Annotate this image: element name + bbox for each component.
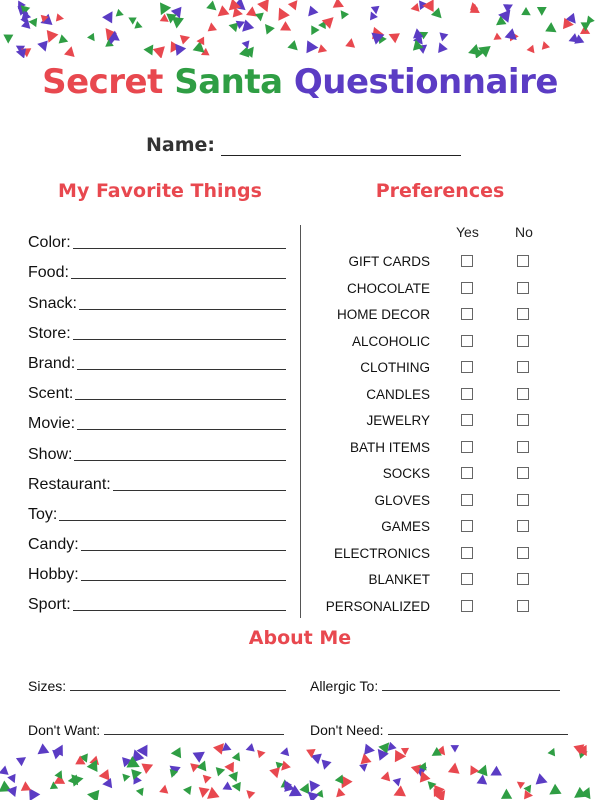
- preference-row: [315, 515, 545, 542]
- confetti-triangle: [381, 770, 393, 782]
- confetti-triangle: [581, 22, 591, 31]
- confetti-triangle: [98, 769, 110, 782]
- about-heading: About Me: [248, 627, 352, 649]
- confetti-triangle: [3, 35, 13, 44]
- confetti-triangle: [364, 744, 376, 757]
- confetti-triangle: [279, 747, 289, 758]
- confetti-triangle: [288, 0, 302, 10]
- confetti-triangle: [345, 37, 356, 47]
- preference-row: [315, 436, 545, 463]
- preference-label: GLOVES: [374, 492, 430, 508]
- confetti-triangle: [537, 7, 547, 16]
- favorite-label: Candy:: [28, 536, 79, 554]
- page-title: [0, 62, 600, 102]
- confetti-triangle: [488, 766, 502, 781]
- preference-label: BATH ITEMS: [349, 439, 430, 455]
- confetti-triangle: [102, 778, 113, 789]
- confetti-triangle: [257, 0, 273, 15]
- preference-row: [315, 489, 545, 516]
- confetti-triangle: [448, 762, 461, 774]
- confetti-triangle: [280, 21, 294, 35]
- no-checkbox[interactable]: [517, 308, 529, 320]
- confetti-triangle: [64, 45, 77, 57]
- preference-row: [315, 250, 545, 277]
- confetti-triangle: [521, 7, 533, 19]
- title-word-secret: Secret: [42, 62, 163, 102]
- preference-row: [315, 330, 545, 357]
- confetti-triangle: [287, 40, 301, 54]
- confetti-triangle: [153, 46, 168, 58]
- confetti-triangle: [540, 40, 550, 50]
- confetti-triangle: [393, 778, 403, 788]
- confetti-triangle: [261, 21, 275, 35]
- confetti-triangle: [536, 773, 550, 788]
- no-checkbox[interactable]: [517, 600, 529, 612]
- confetti-triangle: [126, 14, 136, 25]
- confetti-triangle: [273, 5, 290, 21]
- favorite-blank-line[interactable]: [73, 339, 286, 340]
- favorite-row: [28, 554, 286, 584]
- yes-checkbox[interactable]: [461, 255, 473, 267]
- confetti-triangle: [200, 772, 212, 784]
- preference-label: GIFT CARDS: [348, 254, 430, 269]
- preference-row: [315, 542, 545, 569]
- yes-checkbox[interactable]: [461, 335, 473, 347]
- confetti-triangle: [59, 34, 70, 46]
- confetti-triangle: [257, 748, 266, 758]
- confetti-border-bottom: [0, 742, 600, 800]
- preference-row: [315, 303, 545, 330]
- confetti-triangle: [86, 788, 99, 800]
- sizes-label: Sizes:: [28, 678, 67, 694]
- yes-checkbox[interactable]: [461, 520, 473, 532]
- confetti-triangle: [435, 40, 448, 53]
- no-checkbox[interactable]: [517, 573, 529, 585]
- confetti-triangle: [20, 781, 31, 791]
- confetti-triangle: [205, 786, 219, 799]
- favorites-heading: My Favorite Things: [58, 180, 262, 202]
- favorite-label: Brand:: [28, 354, 76, 372]
- confetti-triangle: [222, 782, 234, 795]
- favorite-blank-line[interactable]: [79, 309, 286, 310]
- no-checkbox[interactable]: [517, 255, 529, 267]
- confetti-triangle: [333, 0, 347, 12]
- sizes-field: [28, 678, 286, 694]
- confetti-triangle: [193, 747, 209, 763]
- yes-checkbox[interactable]: [461, 547, 473, 559]
- confetti-triangle: [319, 759, 331, 771]
- confetti-triangle: [255, 13, 265, 23]
- yes-checkbox[interactable]: [461, 573, 473, 585]
- confetti-border-top: [0, 0, 600, 58]
- confetti-triangle: [494, 33, 504, 43]
- yes-checkbox[interactable]: [461, 467, 473, 479]
- no-checkbox[interactable]: [517, 414, 529, 426]
- preference-row: [315, 383, 545, 410]
- yes-column-header: Yes: [456, 224, 479, 240]
- favorite-blank-line[interactable]: [81, 550, 286, 551]
- name-blank-line[interactable]: [221, 135, 461, 156]
- preferences-list: [315, 250, 545, 621]
- confetti-triangle: [228, 771, 241, 783]
- name-field: [146, 130, 461, 156]
- confetti-triangle: [183, 783, 195, 795]
- favorite-row: [28, 584, 286, 614]
- confetti-triangle: [7, 774, 19, 785]
- confetti-triangle: [334, 787, 345, 798]
- no-checkbox[interactable]: [517, 361, 529, 373]
- preference-row: [315, 462, 545, 489]
- allergic-field: [310, 678, 560, 694]
- favorite-label: Toy:: [28, 505, 58, 523]
- dont-need-blank-line[interactable]: [388, 734, 568, 735]
- preference-label: BLANKET: [368, 572, 430, 587]
- yes-checkbox[interactable]: [461, 308, 473, 320]
- favorite-blank-line[interactable]: [77, 429, 286, 430]
- no-checkbox[interactable]: [517, 388, 529, 400]
- confetti-triangle: [304, 6, 318, 20]
- allergic-label: Allergic To:: [310, 678, 379, 694]
- confetti-triangle: [386, 29, 400, 43]
- favorite-row: [28, 403, 286, 433]
- confetti-triangle: [547, 746, 558, 756]
- favorite-label: Movie:: [28, 415, 76, 433]
- favorite-label: Hobby:: [28, 566, 79, 584]
- no-checkbox[interactable]: [517, 547, 529, 559]
- preference-label: ELECTRONICS: [333, 545, 430, 561]
- dont-want-field: [28, 722, 284, 738]
- confetti-triangle: [515, 778, 526, 789]
- favorite-label: Show:: [28, 445, 73, 463]
- favorite-row: [28, 464, 286, 494]
- confetti-triangle: [477, 763, 491, 777]
- confetti-triangle: [410, 3, 420, 14]
- preferences-heading: Preferences: [375, 180, 505, 202]
- preference-row: [315, 568, 545, 595]
- confetti-triangle: [438, 32, 449, 42]
- confetti-triangle: [54, 768, 65, 779]
- confetti-triangle: [0, 766, 9, 778]
- favorite-row: [28, 494, 286, 524]
- favorite-blank-line[interactable]: [77, 369, 286, 370]
- confetti-triangle: [56, 13, 65, 22]
- preference-label: CLOTHING: [360, 360, 430, 375]
- yes-checkbox[interactable]: [461, 414, 473, 426]
- favorites-list: [28, 222, 286, 614]
- title-word-questionnaire: Questionnaire: [293, 62, 558, 102]
- confetti-triangle: [527, 45, 538, 56]
- no-checkbox[interactable]: [517, 494, 529, 506]
- favorite-row: [28, 252, 286, 282]
- confetti-triangle: [116, 9, 125, 19]
- favorite-blank-line[interactable]: [73, 610, 286, 611]
- confetti-triangle: [71, 772, 84, 786]
- confetti-triangle: [134, 21, 144, 31]
- favorite-row: [28, 433, 286, 463]
- favorite-label: Restaurant:: [28, 475, 111, 493]
- favorite-blank-line[interactable]: [59, 520, 286, 521]
- favorite-label: Color:: [28, 234, 71, 252]
- no-checkbox[interactable]: [517, 467, 529, 479]
- confetti-triangle: [102, 8, 117, 23]
- confetti-triangle: [231, 781, 241, 791]
- favorite-blank-line[interactable]: [73, 248, 286, 249]
- preference-label: HOME DECOR: [336, 307, 430, 322]
- confetti-triangle: [318, 44, 329, 55]
- yes-checkbox[interactable]: [461, 441, 473, 453]
- confetti-triangle: [87, 33, 98, 44]
- confetti-triangle: [359, 764, 369, 773]
- confetti-triangle: [159, 784, 170, 794]
- confetti-triangle: [214, 5, 229, 21]
- favorite-blank-line[interactable]: [75, 399, 286, 400]
- favorite-label: Scent:: [28, 385, 74, 403]
- favorite-label: Snack:: [28, 294, 77, 312]
- confetti-triangle: [206, 1, 220, 15]
- title-word-santa: Santa: [174, 62, 283, 102]
- preference-label: CHOCOLATE: [346, 280, 430, 296]
- confetti-triangle: [180, 32, 192, 44]
- column-divider: [300, 225, 301, 618]
- favorite-row: [28, 343, 286, 373]
- confetti-triangle: [307, 25, 319, 37]
- dont-need-label: Don't Need:: [310, 722, 384, 738]
- favorite-row: [28, 222, 286, 252]
- preference-label: ALCOHOLIC: [351, 333, 430, 349]
- preference-label: JEWELRY: [366, 413, 430, 428]
- confetti-triangle: [422, 0, 433, 12]
- confetti-triangle: [34, 743, 49, 758]
- confetti-triangle: [269, 767, 282, 780]
- dont-want-blank-line[interactable]: [104, 734, 284, 735]
- confetti-triangle: [197, 787, 210, 799]
- preference-label: SOCKS: [382, 466, 430, 481]
- no-checkbox[interactable]: [517, 282, 529, 294]
- favorite-row: [28, 313, 286, 343]
- preference-row: [315, 356, 545, 383]
- no-checkbox[interactable]: [517, 335, 529, 347]
- preference-label: PERSONALIZED: [325, 598, 430, 614]
- no-checkbox[interactable]: [517, 520, 529, 532]
- favorite-blank-line[interactable]: [71, 278, 286, 279]
- no-column-header: No: [515, 224, 533, 240]
- confetti-triangle: [306, 40, 318, 54]
- confetti-triangle: [243, 787, 255, 799]
- dont-want-label: Don't Want:: [28, 722, 101, 738]
- confetti-triangle: [466, 763, 479, 775]
- allergic-blank-line[interactable]: [382, 690, 560, 691]
- confetti-triangle: [546, 784, 562, 800]
- yes-checkbox[interactable]: [461, 494, 473, 506]
- confetti-triangle: [170, 747, 181, 759]
- no-checkbox[interactable]: [517, 441, 529, 453]
- confetti-triangle: [448, 742, 459, 752]
- confetti-triangle: [141, 759, 155, 774]
- dont-need-field: [310, 722, 568, 738]
- sizes-blank-line[interactable]: [70, 690, 286, 691]
- yes-checkbox[interactable]: [461, 361, 473, 373]
- preference-label: GAMES: [381, 519, 430, 534]
- name-label: Name:: [146, 134, 216, 156]
- confetti-triangle: [244, 743, 254, 754]
- preference-row: [315, 595, 545, 622]
- confetti-triangle: [232, 750, 244, 761]
- yes-checkbox[interactable]: [461, 600, 473, 612]
- preference-label: CANDLES: [366, 386, 430, 402]
- confetti-triangle: [337, 8, 349, 20]
- preference-row: [315, 277, 545, 304]
- favorite-row: [28, 524, 286, 554]
- favorite-blank-line[interactable]: [113, 490, 286, 491]
- favorite-label: Sport:: [28, 596, 71, 614]
- confetti-triangle: [136, 788, 147, 798]
- favorite-label: Store:: [28, 324, 71, 342]
- confetti-triangle: [16, 753, 29, 766]
- confetti-triangle: [206, 22, 216, 32]
- confetti-triangle: [501, 789, 512, 799]
- favorite-blank-line[interactable]: [81, 580, 286, 581]
- yes-checkbox[interactable]: [461, 388, 473, 400]
- confetti-triangle: [545, 22, 559, 37]
- favorite-row: [28, 373, 286, 403]
- confetti-triangle: [119, 771, 130, 782]
- favorite-label: Food:: [28, 264, 69, 282]
- favorite-row: [28, 282, 286, 312]
- confetti-triangle: [189, 763, 200, 773]
- favorite-blank-line[interactable]: [74, 460, 286, 461]
- preference-row: [315, 409, 545, 436]
- yes-checkbox[interactable]: [461, 282, 473, 294]
- confetti-triangle: [391, 785, 406, 800]
